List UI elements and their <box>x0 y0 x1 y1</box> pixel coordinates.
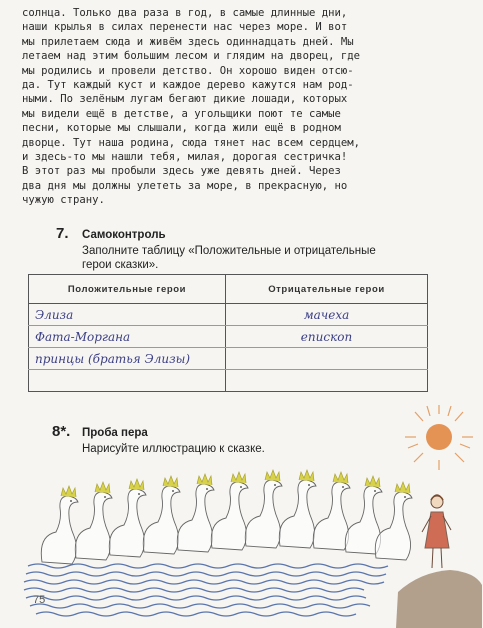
water-drawing <box>24 564 388 616</box>
story-line: чужую страну. <box>22 194 105 207</box>
swan-drawing <box>177 474 214 552</box>
task7-instruction-line2: герои сказки». <box>82 259 159 271</box>
story-line: наши крылья в силах перенести нас через море. И вот <box>22 21 348 34</box>
story-line: два дня мы должны улететь за море, в прекрасную, но <box>22 179 348 192</box>
swan-drawing <box>41 486 78 564</box>
story-line: мы родились и провели детство. Он хорошо виден отсю- <box>22 64 354 77</box>
negative-hero-cell[interactable]: мачеха <box>226 304 428 326</box>
swans-group <box>41 470 412 564</box>
story-line: ными. По зелёным лугам бегают дикие лошади, которых <box>22 93 348 106</box>
swan-drawing <box>279 470 316 548</box>
column-header-positive: Положительные герои <box>29 275 226 304</box>
story-line: мы видели ещё в детстве, а угольщики поют те самые <box>22 107 341 120</box>
column-header-negative: Отрицательные герои <box>226 275 428 304</box>
task7-title: Самоконтроль <box>82 229 166 241</box>
task8-title: Проба пера <box>82 427 148 439</box>
swan-drawing <box>143 476 180 554</box>
story-line: солнца. Только два раза в год, в самые длинные дни, <box>22 7 348 19</box>
sun-drawing <box>405 405 473 470</box>
task8-number: 8*. <box>52 423 71 440</box>
negative-hero-cell[interactable]: епископ <box>226 326 428 348</box>
story-line: да. Тут каждый куст и каждое дерево кажутся нам род- <box>22 79 354 92</box>
story-line: летаем над этим большим лесом и глядим на дворец, где <box>22 50 361 63</box>
swan-drawing <box>75 482 112 560</box>
swan-drawing <box>109 479 146 557</box>
positive-hero-cell[interactable]: принцы (братья Элизы) <box>29 348 226 370</box>
girl-drawing <box>422 495 451 568</box>
positive-hero-cell[interactable]: Фата-Моргана <box>29 326 226 348</box>
swan-drawing <box>375 482 412 560</box>
story-line: мы прилетаем сюда и живём здесь одиннадцать дней. Мы <box>22 35 354 48</box>
page-number: 75 <box>33 594 46 606</box>
swan-drawing <box>211 472 248 550</box>
task7-instruction-line1: Заполните таблицу «Положительные и отрицательные <box>82 245 376 257</box>
rock-drawing <box>396 570 482 628</box>
story-line: песни, которые мы слышали, когда жили ещё в родном <box>22 122 341 135</box>
story-line: и здесь-то мы нашли тебя, милая, дорогая сестричка! <box>22 151 348 164</box>
swan-drawing <box>245 470 282 548</box>
task8-instruction: Нарисуйте иллюстрацию к сказке. <box>82 443 265 455</box>
positive-hero-cell[interactable]: Элиза <box>29 304 226 326</box>
story-line: дворце. Тут наша родина, сюда тянет нас всем сердцем, <box>22 136 361 149</box>
swan-drawing <box>313 472 350 550</box>
task7-number: 7. <box>56 225 69 242</box>
story-line: В этот раз мы пробыли здесь уже девять дней. Через <box>22 165 341 178</box>
